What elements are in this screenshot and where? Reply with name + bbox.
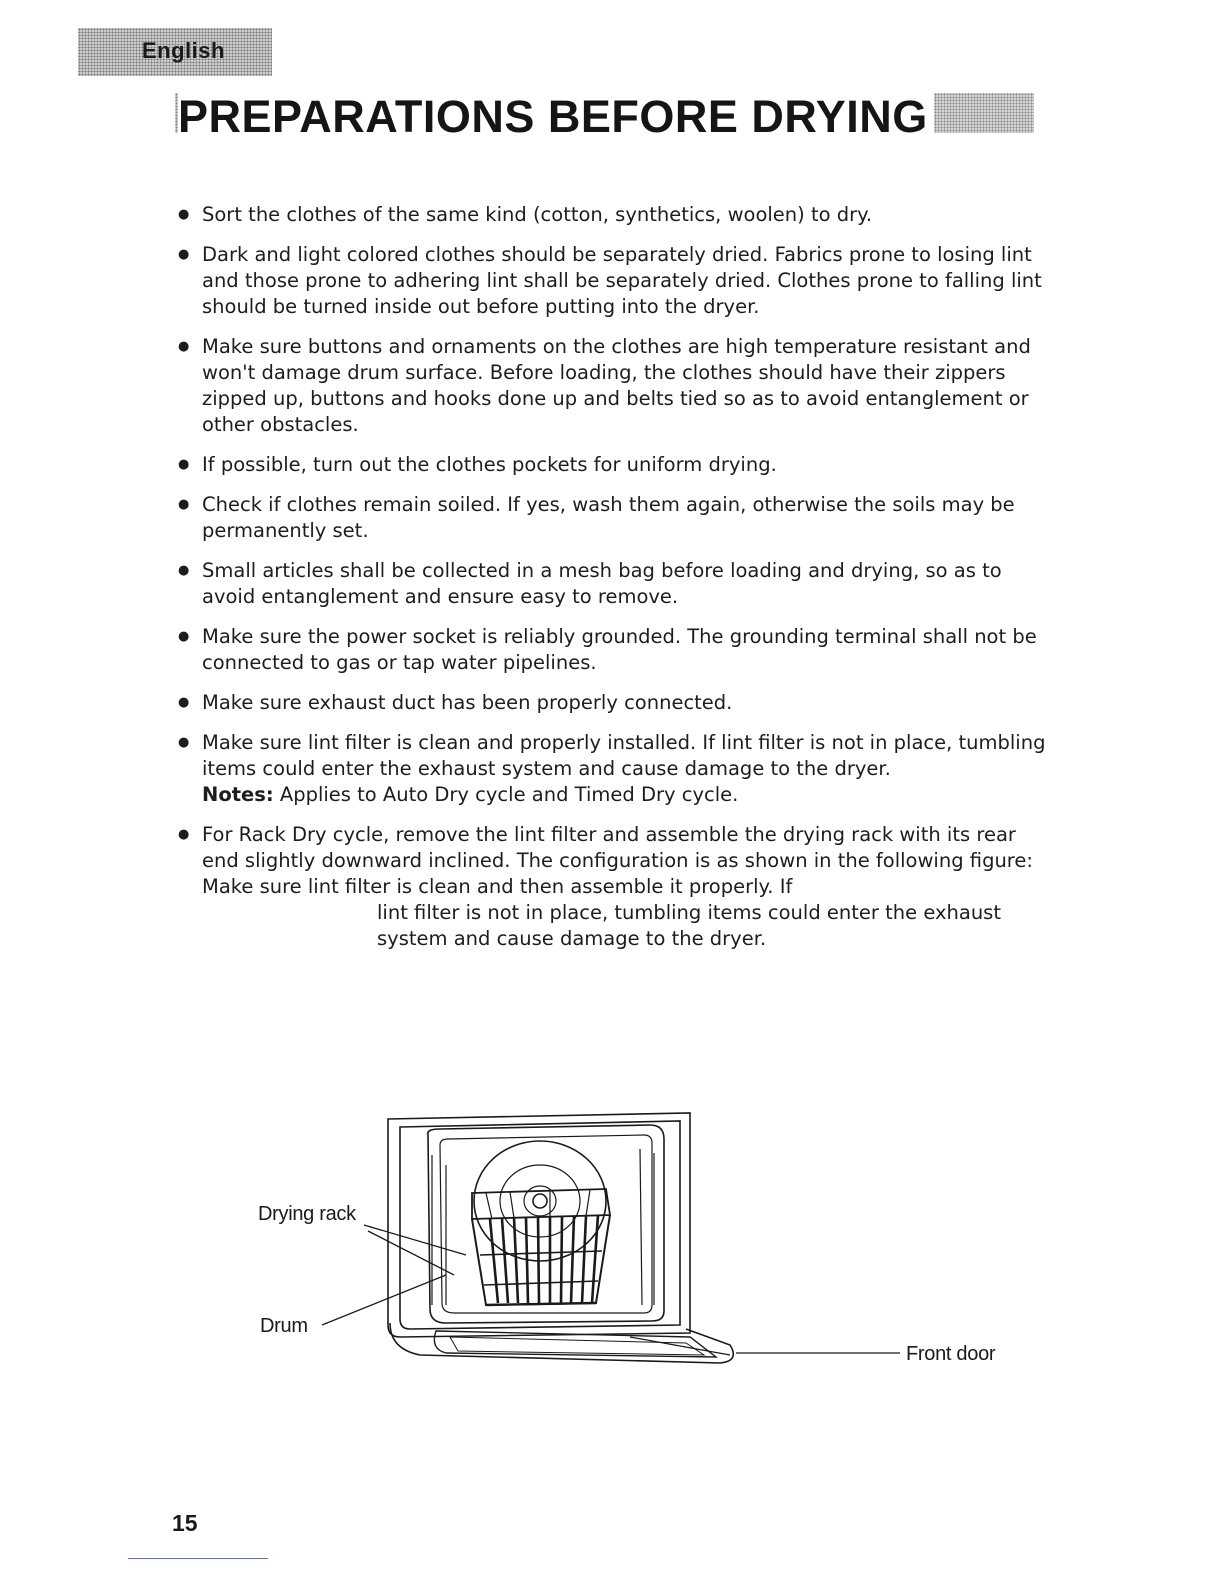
list-item xyxy=(176,624,1056,676)
notes-label: Notes: xyxy=(202,783,274,806)
bullet-icon: ● xyxy=(178,339,190,354)
language-tab-label: English xyxy=(142,38,225,63)
list-item-text: Dark and light colored clothes should be separately dried. Fabrics prone to losing lint and those prone to adhering lint shall be separately dried. Clothes prone to falling lint should be turned inside out before putting into the dryer. xyxy=(202,243,1042,318)
bullet-icon: ● xyxy=(178,629,190,644)
rack-bullet-continuation: lint filter is not in place, tumbling items could enter the exhaust xyxy=(377,901,1001,924)
front-door-label: Front door xyxy=(906,1343,996,1365)
list-item-text: Sort the clothes of the same kind (cotton, synthetics, woolen) to dry. xyxy=(202,203,873,226)
list-item xyxy=(176,452,1056,478)
list-item xyxy=(176,822,1056,952)
rack-bullet-text: For Rack Dry cycle, remove the lint filter and assemble the drying rack with its rear end slightly downward inclined. The configuration is as shown in the following figure: Make sure lint filter is clean and then assemble it properly. If xyxy=(202,823,1033,898)
list-item-text: Make sure the power socket is reliably grounded. The grounding terminal shall not be connected to gas or tap water pipelines. xyxy=(202,625,1037,674)
notes-text: Applies to Auto Dry cycle and Timed Dry cycle. xyxy=(273,783,739,806)
list-item xyxy=(176,242,1056,320)
list-item xyxy=(176,690,1056,716)
footer-rule xyxy=(128,1558,268,1559)
bullet-icon: ● xyxy=(178,497,190,512)
list-item-text: Check if clothes remain soiled. If yes, wash them again, otherwise the soils may be permanently set. xyxy=(202,493,1015,542)
list-item-text: Small articles shall be collected in a mesh bag before loading and drying, so as to avoid entanglement and ensure easy to remove. xyxy=(202,559,1002,608)
bullet-icon: ● xyxy=(178,827,190,842)
bullet-icon: ● xyxy=(178,695,190,710)
list-item xyxy=(176,558,1056,610)
preparation-list xyxy=(176,202,1056,966)
page-number: 15 xyxy=(172,1510,198,1536)
list-item-text: Make sure buttons and ornaments on the clothes are high temperature resistant and won't damage drum surface. Before loading, the clothes should have their zippers zipped up, buttons and hooks done up and belts tied so as to avoid entanglement or other obstacles. xyxy=(202,335,1031,436)
drying-rack-label: Drying rack xyxy=(258,1203,356,1225)
list-item-text: If possible, turn out the clothes pockets for uniform drying. xyxy=(202,453,777,476)
dryer-rack-figure xyxy=(250,1105,1030,1395)
list-item-text: Make sure exhaust duct has been properly connected. xyxy=(202,691,733,714)
bullet-icon: ● xyxy=(178,735,190,750)
list-item xyxy=(176,334,1056,438)
bullet-icon: ● xyxy=(178,247,190,262)
bullet-icon: ● xyxy=(178,207,190,222)
page-title: PREPARATIONS BEFORE DRYING xyxy=(178,86,934,148)
list-item xyxy=(176,202,1056,228)
bullet-icon: ● xyxy=(178,457,190,472)
drum-label: Drum xyxy=(260,1315,308,1337)
list-item xyxy=(176,730,1056,808)
list-item-text: Make sure lint filter is clean and properly installed. If lint filter is not in place, tumbling items could enter the exhaust system and cause damage to the dryer. xyxy=(202,731,1046,780)
rack-bullet-continuation: system and cause damage to the dryer. xyxy=(377,927,767,950)
bullet-icon: ● xyxy=(178,563,190,578)
list-item xyxy=(176,492,1056,544)
